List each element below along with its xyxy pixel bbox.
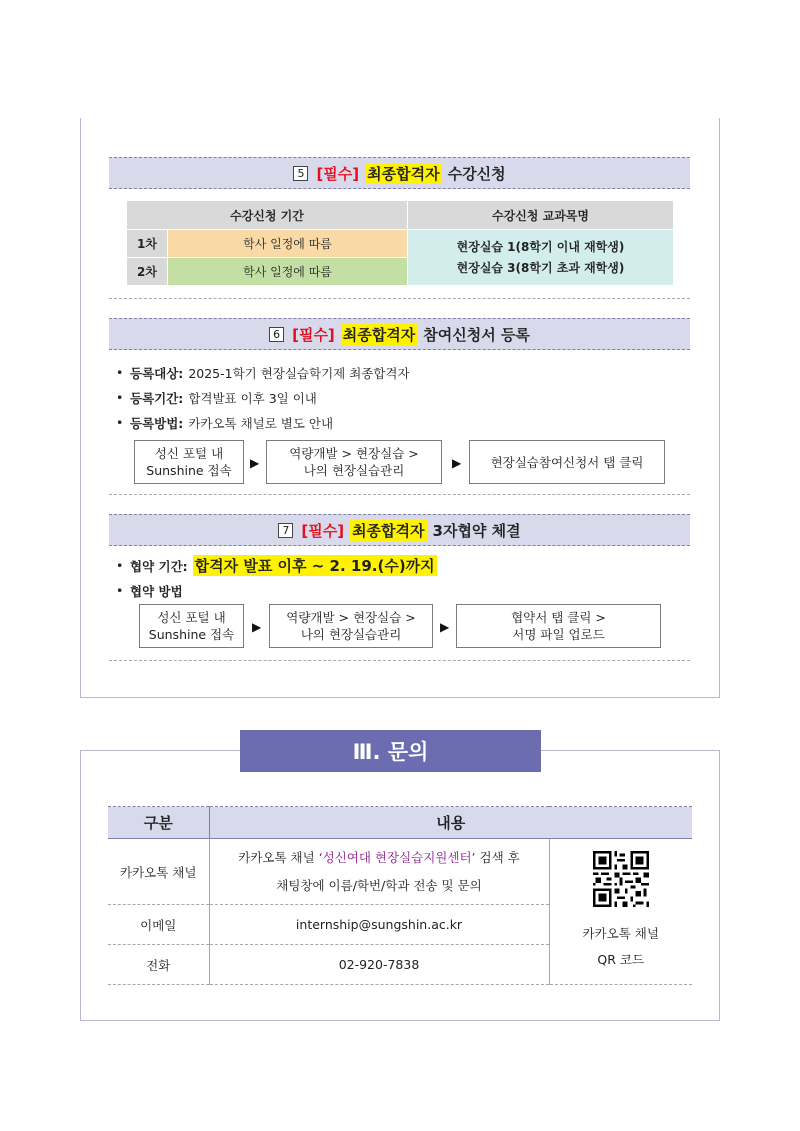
flow-step-3 [456, 604, 661, 648]
flow-step-text: Sunshine 접속 [146, 463, 232, 478]
arrow-right-icon: ▶ [452, 456, 462, 470]
qr-caption: 카카오톡 채널 [582, 925, 659, 941]
list-item: • 등록방법: 카카오톡 채널로 별도 안내 [116, 415, 334, 431]
section-number: 6 [269, 327, 284, 342]
arrow-right-icon: ▶ [250, 456, 260, 470]
highlight-label: 최종합격자 [342, 325, 416, 344]
qr-code-icon [593, 851, 649, 907]
row-value-2: 학사 일정에 따름 [168, 258, 408, 286]
email-label: 이메일 [108, 905, 209, 945]
flow-step-text: 나의 현장실습관리 [300, 627, 402, 642]
highlight-label: 최종합격자 [367, 164, 440, 183]
header-content: 내용 [209, 807, 692, 839]
section-6-bullets [116, 360, 410, 435]
email-value[interactable]: internship@sungshin.ac.kr [209, 905, 549, 945]
flow-step-1 [139, 604, 244, 648]
course-line-2: 현장실습 3(8학기 초과 재학생) [456, 260, 625, 275]
section-number: 7 [278, 523, 293, 538]
course-line-1: 현장실습 1(8학기 이내 재학생) [456, 239, 625, 254]
row-label-2: 2차 [127, 258, 168, 286]
flow-step-text: 성신 포털 내 [157, 610, 226, 625]
bullet-text: 합격발표 이후 3일 이내 [188, 390, 317, 406]
flow-step-3 [469, 440, 665, 484]
bullet-label: 등록기간: [130, 390, 184, 406]
kakao-text: 채팅창에 이름/학번/학과 전송 및 문의 [276, 877, 482, 893]
row-value-1: 학사 일정에 따름 [168, 230, 408, 258]
phone-value[interactable]: 02-920-7838 [209, 945, 549, 985]
flow-step-2 [266, 440, 442, 484]
required-tag: [필수] [301, 521, 345, 540]
bullet-label: 등록대상: [130, 365, 184, 381]
kakao-channel-name: ‘성신여대 현장실습지원센터’ [318, 849, 476, 865]
flow-step-text: 나의 현장실습관리 [303, 463, 405, 478]
flow-step-text: 협약서 탭 클릭 > [511, 610, 606, 625]
list-item: • 협약 방법 [116, 583, 183, 599]
flow-step-text: Sunshine 접속 [148, 627, 235, 642]
section-number: 5 [293, 166, 308, 181]
row-label-1: 1차 [127, 230, 168, 258]
section-5-header [109, 157, 690, 189]
required-tag: [필수] [292, 325, 335, 344]
highlight-label: 최종합격자 [352, 521, 425, 540]
arrow-right-icon: ▶ [252, 620, 262, 634]
required-tag: [필수] [316, 164, 360, 183]
divider [109, 660, 690, 661]
kakao-text: 검색 후 [475, 849, 520, 865]
header-category: 구분 [108, 807, 209, 839]
header-period: 수강신청 기간 [127, 201, 408, 230]
bullet-text: 카카오톡 채널로 별도 안내 [188, 415, 334, 431]
divider [109, 494, 690, 495]
deadline-highlight: 합격자 발표 이후 ~ 2. 19.(수)까지 [194, 557, 435, 575]
section-7-header [109, 514, 690, 546]
flow-step-text: 역량개발 > 현장실습 > [289, 446, 419, 461]
section-7-bullets [116, 553, 437, 603]
arrow-right-icon: ▶ [440, 620, 450, 634]
bullet-text: 2025-1학기 현장실습학기제 최종합격자 [188, 365, 410, 381]
flow-step-text: 서명 파일 업로드 [512, 627, 605, 642]
course-cell [408, 230, 674, 286]
section-title: 3자협약 체결 [432, 521, 521, 540]
kakao-text: 카카오톡 채널 [238, 849, 319, 865]
section-title: 수강신청 [447, 164, 506, 183]
flow-step-text: 현장실습참여신청서 탭 클릭 [490, 454, 644, 470]
bullet-label: 협약 방법 [130, 583, 183, 599]
flow-step-1 [134, 440, 244, 484]
section-title: 참여신청서 등록 [423, 325, 530, 344]
bullet-label: 협약 기간: [130, 558, 188, 574]
qr-cell [549, 839, 692, 985]
bullet-label: 등록방법: [130, 415, 184, 431]
divider [109, 298, 690, 299]
registration-table [126, 200, 674, 286]
header-course: 수강신청 교과목명 [408, 201, 674, 230]
kakao-content [209, 839, 549, 905]
flow-step-text: 성신 포털 내 [154, 446, 224, 461]
list-item: • 등록기간: 합격발표 이후 3일 이내 [116, 390, 317, 406]
qr-caption: QR 코드 [597, 951, 645, 967]
contact-table [108, 806, 692, 985]
kakao-label: 카카오톡 채널 [108, 839, 209, 905]
flow-step-text: 역량개발 > 현장실습 > [286, 610, 416, 625]
section-6-header [109, 318, 690, 350]
contact-title: Ⅲ. 문의 [240, 730, 541, 772]
flow-step-2 [269, 604, 433, 648]
list-item: • 등록대상: 2025-1학기 현장실습학기제 최종합격자 [116, 365, 410, 381]
phone-label: 전화 [108, 945, 209, 985]
list-item: • 협약 기간: 합격자 발표 이후 ~ 2. 19.(수)까지 [116, 557, 435, 575]
